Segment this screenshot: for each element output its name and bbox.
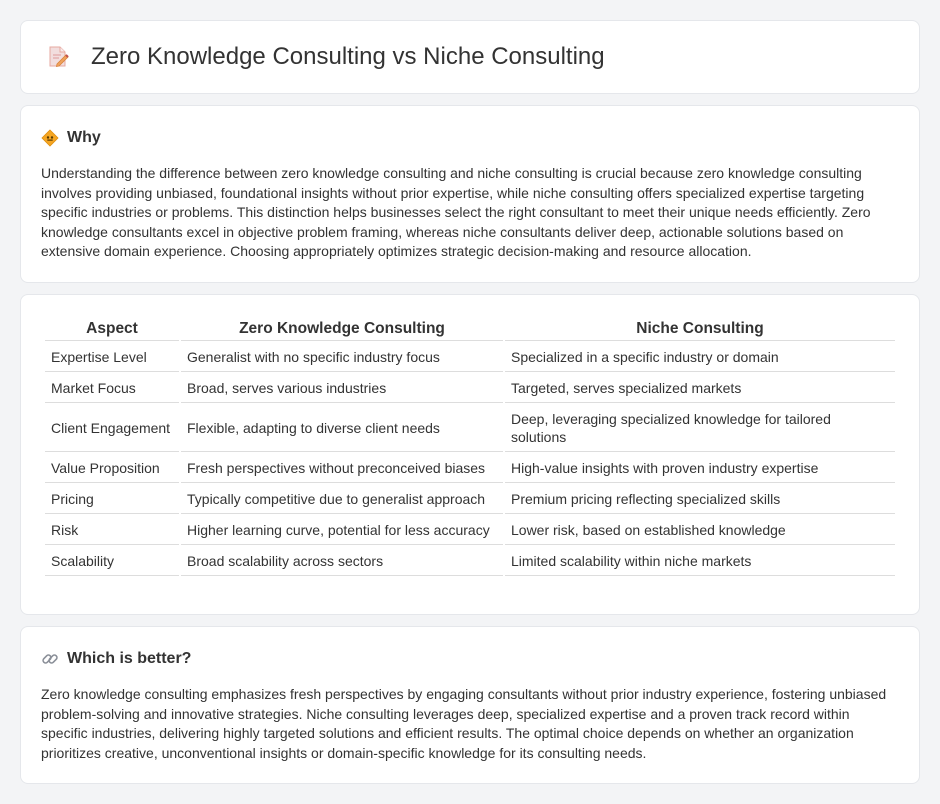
cell-aspect: Market Focus (45, 374, 179, 403)
cell-aspect: Expertise Level (45, 343, 179, 372)
cell-niche: Premium pricing reflecting specialized skills (505, 485, 895, 514)
table-header-row (45, 319, 895, 341)
why-section (20, 105, 920, 283)
table-row (45, 454, 895, 483)
why-title: Why (67, 129, 101, 146)
cell-niche: Deep, leveraging specialized knowledge for tailored solutions (505, 405, 895, 452)
table-row (45, 547, 895, 576)
cell-zero-knowledge: Typically competitive due to generalist approach (181, 485, 503, 514)
header-card (20, 20, 920, 94)
cell-aspect: Pricing (45, 485, 179, 514)
cell-zero-knowledge: Higher learning curve, potential for less accuracy (181, 516, 503, 545)
table-row (45, 405, 895, 452)
table-row (45, 343, 895, 372)
link-icon (41, 650, 59, 668)
page-title: Zero Knowledge Consulting vs Niche Consulting (91, 43, 605, 70)
cell-zero-knowledge: Broad scalability across sectors (181, 547, 503, 576)
cell-aspect: Client Engagement (45, 405, 179, 452)
table-row (45, 516, 895, 545)
document-pencil-icon (47, 45, 69, 69)
which-is-better-text: Zero knowledge consulting emphasizes fresh perspectives by engaging consultants without prior industry experience, fostering unbiased problem-solving and innovative strategies. Niche consulting leverages deep, specialized expertise and a proven track record within specific industries, delivering highly targeted solutions and efficient results. The optimal choice depends on whether an organization prioritizes creative, unconventional insights or domain-specific knowledge for its consulting needs. (41, 686, 887, 761)
table-row (45, 374, 895, 403)
table-row (45, 485, 895, 514)
comparison-table (43, 317, 897, 578)
cell-aspect: Scalability (45, 547, 179, 576)
why-text: Understanding the difference between zero knowledge consulting and niche consulting is crucial because zero knowledge consulting involves providing unbiased, foundational insights without prior expertise, while niche consulting offers specialized expertise targeting specific industries or problems. This distinction helps businesses select the right consultant to meet their unique needs efficiently. Zero knowledge consultants excel in objective problem framing, whereas niche consultants deliver deep, actionable solutions based on extensive domain experience. Choosing appropriately optimizes strategic decision-making and resource allocation. (41, 165, 871, 260)
cell-niche: High-value insights with proven industry expertise (505, 454, 895, 483)
cell-niche: Specialized in a specific industry or domain (505, 343, 895, 372)
cell-niche: Limited scalability within niche markets (505, 547, 895, 576)
warning-diamond-icon (41, 129, 59, 147)
header-aspect: Aspect (45, 319, 179, 341)
which-is-better-heading (41, 649, 899, 669)
cell-niche: Lower risk, based on established knowledge (505, 516, 895, 545)
cell-zero-knowledge: Generalist with no specific industry focus (181, 343, 503, 372)
cell-aspect: Value Proposition (45, 454, 179, 483)
header-niche: Niche Consulting (505, 319, 895, 341)
comparison-table-card (20, 294, 920, 615)
cell-aspect: Risk (45, 516, 179, 545)
cell-zero-knowledge: Broad, serves various industries (181, 374, 503, 403)
which-is-better-section (20, 626, 920, 784)
cell-zero-knowledge: Fresh perspectives without preconceived biases (181, 454, 503, 483)
header-zero-knowledge: Zero Knowledge Consulting (181, 319, 503, 341)
which-is-better-title: Which is better? (67, 650, 192, 667)
cell-zero-knowledge: Flexible, adapting to diverse client needs (181, 405, 503, 452)
why-heading (41, 128, 899, 148)
cell-niche: Targeted, serves specialized markets (505, 374, 895, 403)
